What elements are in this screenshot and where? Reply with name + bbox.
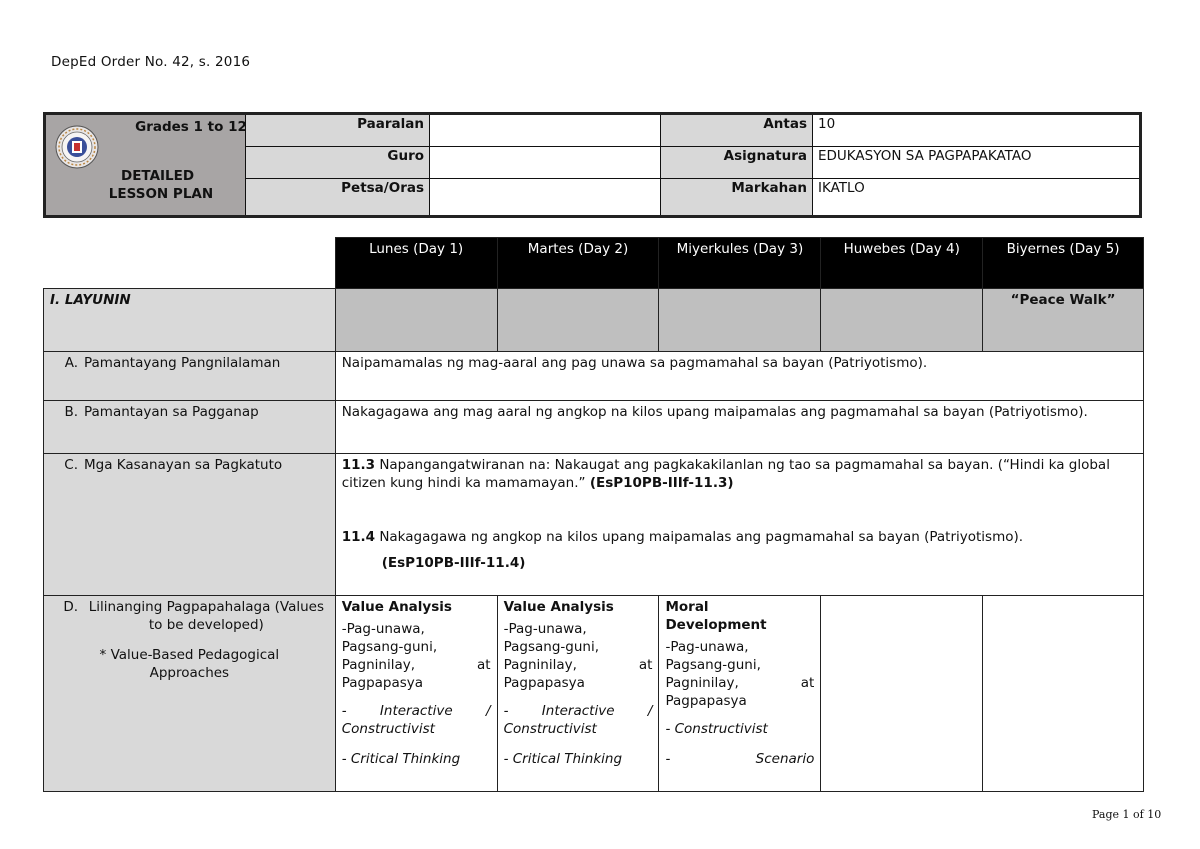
row-c-letter: C. <box>64 457 78 473</box>
guro-label: Guro <box>246 147 430 179</box>
values-day3-line <box>665 674 814 692</box>
values-day3-line: Pagsang-guni, <box>665 657 761 673</box>
layunin-day3 <box>659 289 821 352</box>
asignatura-value: EDUKASYON SA PAGPAPAKATAO <box>813 147 1141 179</box>
values-day2-line: Constructivist <box>503 721 597 737</box>
values-day3-line <box>665 750 814 768</box>
values-day2-line <box>504 702 653 720</box>
values-day1 <box>335 596 497 792</box>
values-day4 <box>821 596 983 792</box>
row-c-content <box>335 454 1143 596</box>
values-day2-title: Value Analysis <box>503 599 614 615</box>
lesson-plan-header <box>43 112 1142 218</box>
antas-value: 10 <box>813 114 1141 147</box>
competency-11-4-code: (EsP10PB-IIIf-11.4) <box>381 555 526 571</box>
row-b-label <box>44 401 336 454</box>
row-d-note: * Value-Based Pedagogical Approaches <box>99 647 280 681</box>
values-day1-word: Pagninilay, <box>341 657 415 673</box>
values-day2-line: Pagpapasya <box>503 675 585 691</box>
row-d-label <box>44 596 336 792</box>
lesson-plan-table <box>43 237 1144 792</box>
competency-11-4 <box>342 528 1137 546</box>
layunin-day1 <box>335 289 497 352</box>
competency-11-4-number: 11.4 <box>341 529 376 545</box>
guro-value <box>430 147 661 179</box>
competency-11-3 <box>342 456 1137 492</box>
day-header-4: Huwebes (Day 4) <box>821 238 983 289</box>
values-day3-word: - <box>665 751 671 767</box>
deped-seal-icon <box>55 125 99 169</box>
values-day3-line: Pagpapasya <box>665 693 747 709</box>
empty-corner-cell <box>44 238 336 289</box>
layunin-day4 <box>821 289 983 352</box>
day-header-5: Biyernes (Day 5) <box>983 238 1144 289</box>
values-day1-line <box>342 656 491 674</box>
values-day2-line: -Pag-unawa, <box>503 621 587 637</box>
values-day3-title: Moral Development <box>665 599 767 633</box>
values-day2-word: at <box>638 657 653 673</box>
values-day3-word: Scenario <box>755 751 815 767</box>
values-day1-line: -Pag-unawa, <box>341 621 425 637</box>
row-a-label-text: Pamantayang Pangnilalaman <box>84 355 281 371</box>
values-day2-line <box>504 656 653 674</box>
row-c-label <box>44 454 336 596</box>
values-day1-line: - Critical Thinking <box>341 751 461 767</box>
lesson-plan-label: LESSON PLAN <box>108 186 214 202</box>
values-day1-line <box>342 702 491 720</box>
values-day3-line: -Pag-unawa, <box>665 639 749 655</box>
page-number: Page 1 of 10 <box>1092 808 1162 821</box>
values-day1-line: Constructivist <box>341 721 435 737</box>
row-a-label <box>44 352 336 401</box>
values-day2-line: Pagsang-guni, <box>503 639 599 655</box>
detailed-lesson-plan-label <box>66 167 256 203</box>
competency-11-3-number: 11.3 <box>341 457 376 473</box>
detailed-label: DETAILED <box>121 168 195 184</box>
values-day1-title: Value Analysis <box>341 599 452 615</box>
peace-walk-note: “Peace Walk” <box>983 289 1144 352</box>
competency-11-3-code: (EsP10PB-IIIf-11.3) <box>589 475 734 491</box>
logo-title-cell <box>45 114 246 217</box>
row-b-content: Nakagagawa ang mag aaral ng angkop na kilos upang maipamalas ang pagmamahal sa bayan (Patriyotismo). <box>335 401 1143 454</box>
row-a-letter: A. <box>64 355 78 371</box>
values-day2-word: Interactive <box>541 703 615 719</box>
values-day1-line: Pagsang-guni, <box>341 639 438 655</box>
values-day1-word: at <box>477 657 491 673</box>
row-d-letter: D. <box>63 599 78 615</box>
row-c-label-text: Mga Kasanayan sa Pagkatuto <box>84 457 283 473</box>
day-header-2: Martes (Day 2) <box>497 238 659 289</box>
markahan-label: Markahan <box>661 179 813 217</box>
values-day2-word: - <box>503 703 509 719</box>
row-d-label-text: Lilinanging Pagpapahalaga (Values to be developed) <box>88 599 325 633</box>
values-day1-line: Pagpapasya <box>341 675 424 691</box>
values-day3 <box>659 596 821 792</box>
row-b-label-text: Pamantayan sa Pagganap <box>84 404 259 420</box>
layunin-day2 <box>497 289 659 352</box>
row-b-letter: B. <box>64 404 78 420</box>
petsa-label: Petsa/Oras <box>246 179 430 217</box>
values-day2-word: Pagninilay, <box>503 657 577 673</box>
layunin-heading: I. LAYUNIN <box>44 289 336 352</box>
row-a-content: Naipamamalas ng mag-aaral ang pag unawa sa pagmamahal sa bayan (Patriyotismo). <box>335 352 1143 401</box>
petsa-value <box>430 179 661 217</box>
day-header-1: Lunes (Day 1) <box>335 238 497 289</box>
values-day1-word: Interactive <box>379 703 453 719</box>
competency-11-3-text: Napangangatwiranan na: Nakaugat ang pagkakakilanlan ng tao sa pagmamahal sa bayan. (“Hindi ka global citizen kung hindi ka mamamayan.” <box>341 457 1110 491</box>
grades-label: Grades 1 to 12 <box>135 119 247 135</box>
day-header-3: Miyerkules (Day 3) <box>659 238 821 289</box>
values-day2-line: - Critical Thinking <box>503 751 623 767</box>
values-day2-word: / <box>647 703 653 719</box>
asignatura-label: Asignatura <box>661 147 813 179</box>
deped-order-number: DepEd Order No. 42, s. 2016 <box>51 54 251 70</box>
values-day2 <box>497 596 659 792</box>
values-day3-word: Pagninilay, <box>665 675 739 691</box>
values-day3-word: at <box>800 675 815 691</box>
values-day3-line: - Constructivist <box>665 721 768 737</box>
values-day1-word: - <box>341 703 347 719</box>
paaralan-value <box>430 114 661 147</box>
values-day1-word: / <box>486 703 491 719</box>
competency-11-4-text: Nakagagawa ng angkop na kilos upang maipamalas ang pagmamahal sa bayan (Patriyotismo). <box>379 529 1024 545</box>
antas-label: Antas <box>661 114 813 147</box>
paaralan-label: Paaralan <box>246 114 430 147</box>
values-day5 <box>983 596 1144 792</box>
markahan-value: IKATLO <box>813 179 1141 217</box>
